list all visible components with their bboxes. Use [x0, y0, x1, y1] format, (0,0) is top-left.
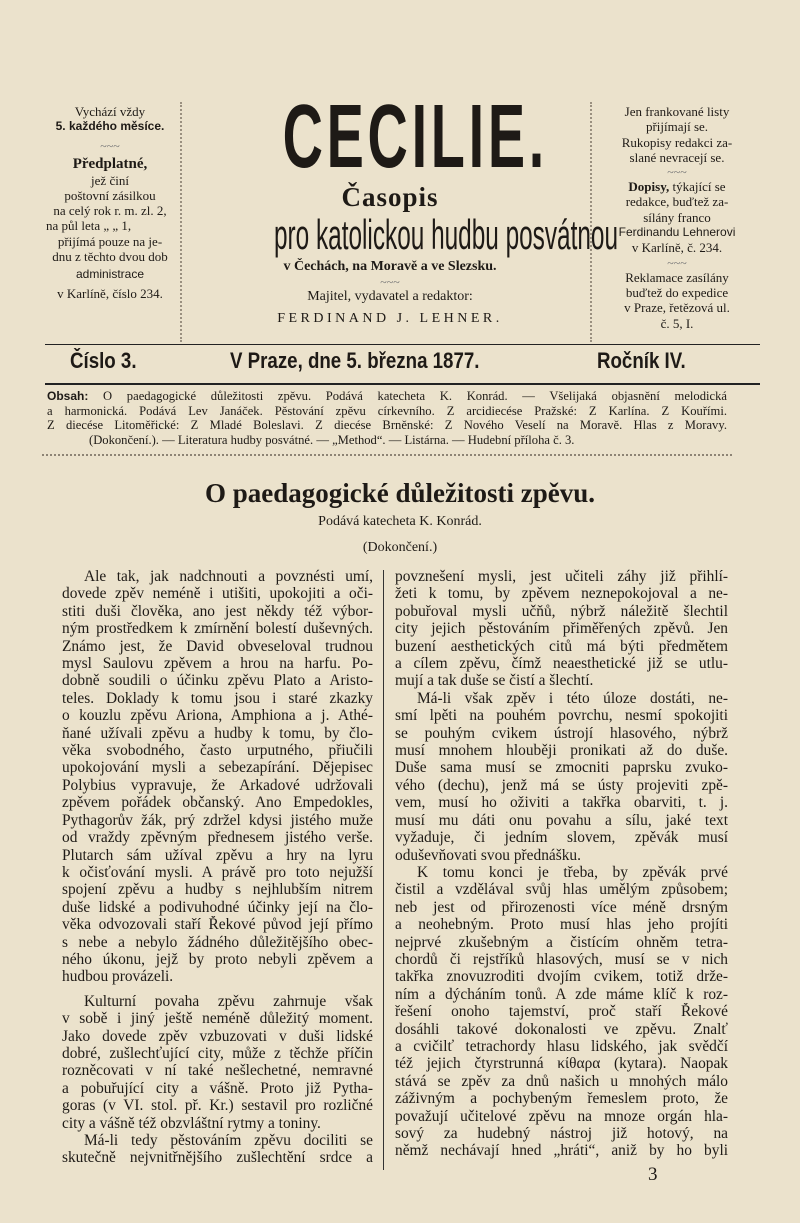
journal-title: CECILIE.: [282, 87, 548, 187]
info-line: Ferdinandu Lehnerovi: [618, 225, 736, 240]
paragraph: [395, 864, 728, 1160]
article-column-right: [395, 568, 728, 1160]
info-line: poštovní zásilkou: [64, 187, 156, 203]
text-line: Známo jest, že David obveseloval trudnou: [62, 637, 373, 655]
text-line: chordů či rejstříků hlasových, musí se v nich: [395, 950, 728, 968]
text-line: musí mnohem hlouběji pronikati až do duše.: [395, 742, 728, 760]
text-line: mysl Saulovu zpěvem a hrou na harfu. Po-: [62, 655, 373, 673]
text-line: city a vášně též obzvláštní rytmy a toniny.: [62, 1114, 321, 1132]
page-number: 3: [648, 1164, 658, 1185]
info-line: jež činí: [91, 172, 129, 188]
text-line: řešení onoho tajemství, proč staří Řekové: [395, 1003, 728, 1021]
text-line: věka odvozovali staří Řekové původ její přímo: [62, 916, 373, 934]
paragraph: [62, 1132, 373, 1167]
region-line: v Čechách, na Moravě a ve Slezsku.: [283, 259, 497, 274]
text-line: a pobuřující city a vášně. Proto již Pytha-: [62, 1079, 373, 1097]
paragraph: [62, 993, 373, 1132]
column-divider: [383, 570, 384, 1170]
text-line: též jejich čtyrstrunná κίθαρα (kytara). Naopak: [395, 1055, 728, 1073]
text-line: s nebe a nebylo žádného důležitějšího obec-: [62, 933, 373, 951]
contents-line: O paedagogické důležitosti zpěvu. Podává katecheta K. Konrád. — Všelijaká objasnění melodická: [88, 389, 727, 403]
text-line: skutečně nejvnitřnějšího zušlechtění srdce a: [62, 1149, 373, 1167]
article-column-left: [62, 568, 373, 1167]
paragraph: [62, 568, 373, 986]
journal-tagline: pro katolickou hudbu posvátnou: [274, 211, 618, 258]
text-line: oduševňovati svou přednášku.: [395, 846, 581, 864]
text-line: musí mu dáti onu povahu a sílu, jaké text: [395, 811, 728, 829]
tilde-ornament: ~~~: [667, 165, 687, 180]
text-line: záživným a pochybeným řemeslem proto, že: [395, 1090, 728, 1108]
tilde-ornament: ~~~: [667, 255, 687, 270]
text-line: Pythagorův žák, prý zdržel kdysi jistého muže: [62, 811, 373, 829]
info-line: Reklamace zasílány: [625, 269, 729, 285]
text-line: ným prostředkem k zmírnění bolestí duševných.: [62, 620, 373, 638]
text-line: Má-li však zpěv i této úloze dostáti, ne-: [417, 689, 728, 707]
text-line: takřka znovuzroditi dvojím cvikem, totiž drže-: [395, 968, 728, 986]
paragraph: [395, 690, 728, 864]
owner-label: Majitel, vydavatel a redaktor:: [307, 289, 473, 304]
text-line: od vraždy zpěvným přednesem jistého verše.: [62, 829, 373, 847]
text-line: ňané užívali zpěvu a hudby k tomu, by člo-: [62, 724, 373, 742]
info-line: na půl leta „ „ 1,: [46, 218, 132, 234]
text-line: stává se zpěv za dnů našich u mnohých málo: [395, 1072, 728, 1090]
issue-number: Číslo 3.: [70, 348, 137, 373]
text-line: Polybius vypravuje, že Arkadové udržovali: [62, 776, 373, 794]
text-line: v sobě i jiný ještě neméně důležitý moment.: [62, 1010, 373, 1028]
text-line: vyžaduje, či jedním slovem, zpěvák musí: [395, 829, 728, 847]
info-line: v Karlíně, číslo 234.: [57, 285, 163, 301]
text-line: o kouzlu zpěvu Ariona, Amphiona a j. Athé-: [62, 707, 373, 725]
text-line: Má-li tedy pěstováním zpěvu dociliti se: [84, 1132, 373, 1149]
tilde-ornament: ~~~: [380, 275, 400, 289]
divider: [45, 344, 760, 345]
text-line: city jejich pěstováním přiměřených zpěvů. Jen: [395, 620, 728, 638]
text-line: duše lidské a podivuhodné účinky její na člo-: [62, 898, 373, 916]
table-of-contents: [47, 389, 727, 447]
text-line: a cílem zpěvu, čímž neaesthetické již se utlu-: [395, 655, 728, 673]
text-line: považují učitelové zpěvu na mnoze orgán hla-: [395, 1107, 728, 1125]
subscription-heading: Předplatné,: [72, 155, 148, 172]
info-line: administrace: [75, 267, 145, 282]
contents-line: Z diecése Litoměřické: Z Mladé Boleslavi. Z diecése Brněnské: Z Nového Veselí na Moravě. Hlas z Moravy.: [47, 418, 727, 433]
info-line: v Karlíně, č. 234.: [631, 240, 723, 256]
text-line: vem, musí ho oživiti a takřka obarviti, t. j.: [395, 794, 728, 812]
info-line: Jen frankované listy: [624, 104, 730, 119]
info-line: redakce, buďtež za-: [625, 194, 729, 210]
text-line: dovede zpěv neméně i utišiti, upokojiti a oči-: [62, 585, 373, 603]
editorial-info-box: [594, 104, 760, 331]
info-line: buďtež do expedice: [625, 284, 729, 300]
info-line: Vychází vždy: [74, 104, 146, 119]
info-line: 5. každého měsíce.: [55, 119, 165, 134]
publication-info-box: [40, 104, 180, 301]
info-line: č. 5, I.: [660, 315, 694, 331]
text-line: vého (dechu), jenž má se ústy projeviti zpě-: [395, 776, 728, 794]
info-line: sílány franco: [643, 209, 711, 225]
text-line: spojení zpěvu a hudby s nejhlubším nitrem: [62, 881, 373, 899]
contents-line: (Dokončení.). — Literatura hudby posvátné. — „Method“. — Listárna. — Hudební příloha č. 3.: [89, 432, 575, 447]
divider: [45, 383, 760, 385]
info-line: týkající se: [669, 179, 726, 195]
text-line: teles. Doklady k tomu jsou i staré zkazky: [62, 689, 373, 707]
ornamental-divider: [42, 448, 732, 456]
article-note: (Dokončení.): [362, 540, 438, 555]
text-line: ného úkonu, jejž by proto nebyli zpěvem a: [62, 950, 373, 968]
text-line: žeti k tomu, by zpěvem neznepokojoval a ne-: [395, 585, 728, 603]
letters-heading: Dopisy,: [628, 179, 670, 195]
text-line: k očisťování mysli. A právě pro toto nejužší: [62, 863, 373, 881]
issue-date: V Praze, dne 5. března 1877.: [230, 348, 480, 373]
text-line: němž nechávají hned „hráti“, aniž by ho byli: [395, 1142, 728, 1160]
paragraph: [395, 568, 728, 690]
info-line: přijímají se.: [645, 119, 709, 135]
text-line: K tomu konci je třeba, by zpěvák prvé: [417, 863, 728, 881]
info-line: Rukopisy redakci za-: [621, 134, 733, 150]
article-title: O paedagogické důležitosti zpěvu.: [205, 478, 595, 508]
text-line: goras (v VI. stol. př. Kr.) sestavil pro rozličné: [62, 1097, 373, 1115]
text-line: ním a dýcháním tonů. A zde máme klíč k roz-: [395, 985, 728, 1003]
contents-label: Obsah:: [47, 389, 89, 403]
text-line: pobuřoval mysli učňů, nýbrž náležitě šlechtil: [395, 602, 728, 620]
text-line: upokojování mysli a sebezapírání. Dějepisec: [62, 759, 373, 777]
text-line: dosáhli takové dokonalosti ve zpěvu. Znalť: [395, 1020, 728, 1038]
text-line: věka svobodného, často urputného, přiučili: [62, 742, 373, 760]
text-line: čistil a vzdělával svůj hlas umělým způsobem;: [395, 881, 728, 899]
text-line: nejprvé zkušebným a čistícím ohněm tetra-: [395, 933, 728, 951]
text-line: Kulturní povaha zpěvu zahrnuje však: [84, 992, 373, 1010]
article-byline: Podává katecheta K. Konrád.: [318, 514, 482, 529]
contents-line: a harmonická. Podává Lev Janáček. Pěstování zpěvu církevního. Z arcidiecése Pražské: Z Karlína. Z Kouřími.: [47, 403, 727, 418]
ornamental-divider: [590, 102, 592, 342]
text-line: se pouhým cvikem ústrojí hlasového, nýbrž: [395, 724, 728, 742]
info-line: přijímá pouze na je-: [57, 233, 163, 249]
info-line: v Praze, řetězová ul.: [624, 300, 730, 316]
text-line: Ale tak, jak nadchnouti a povznésti umí,: [84, 568, 373, 585]
text-line: povznešení mysli, jest učiteli záhy již přihlí-: [395, 568, 728, 585]
text-line: a neohebným. Proto musí hlas jeho projíti: [395, 916, 728, 934]
text-line: zpěvem pořádek občanský. Ano Empedokles,: [62, 794, 373, 812]
info-line: dnu z těchto dvou dob: [52, 249, 168, 265]
journal-subtitle: Časopis: [341, 182, 439, 212]
text-line: Duše sama musí se zmocniti paprsku zvuko-: [395, 759, 728, 777]
text-line: mují a tak duše se čistí a šlechtí.: [395, 672, 594, 690]
text-line: stiti duši člověka, ano jest někdy též výbor-: [62, 602, 373, 620]
text-line: neb jest od přirozenosti více méně drsným: [395, 898, 728, 916]
text-line: buzení aesthetických citů má býti předmětem: [395, 637, 728, 655]
text-line: Plutarch sám užíval zpěvu a hry na lyru: [62, 846, 373, 864]
text-line: dobré, zušlechťující city, může z těchže příčin: [62, 1044, 373, 1062]
tilde-ornament: ~~~: [100, 138, 120, 153]
info-line: slané nevracejí se.: [629, 149, 725, 165]
text-line: a cvičilť tetrachordy hlasu lidského, jak svědčí: [395, 1037, 728, 1055]
info-line: na celý rok r. m. zl. 2,: [53, 203, 167, 219]
text-line: dobně soudili o účinku zpěvu Plato a Aristo-: [62, 672, 373, 690]
ornamental-divider: [180, 102, 182, 342]
owner-name: FERDINAND J. LEHNER.: [277, 311, 503, 326]
text-line: smí lpěti na pouhém povrchu, nesmí spokojiti: [395, 707, 728, 725]
text-line: rozněcovati v ní také nešlechetné, nemravné: [62, 1062, 373, 1080]
text-line: sový za hudebný nástroj již hotový, na: [395, 1125, 728, 1142]
volume-number: Ročník IV.: [597, 348, 686, 373]
text-line: hudbou provázeli.: [62, 968, 174, 986]
text-line: Jako dovede zpěv vzbuzovati v duši lidské: [62, 1027, 373, 1045]
